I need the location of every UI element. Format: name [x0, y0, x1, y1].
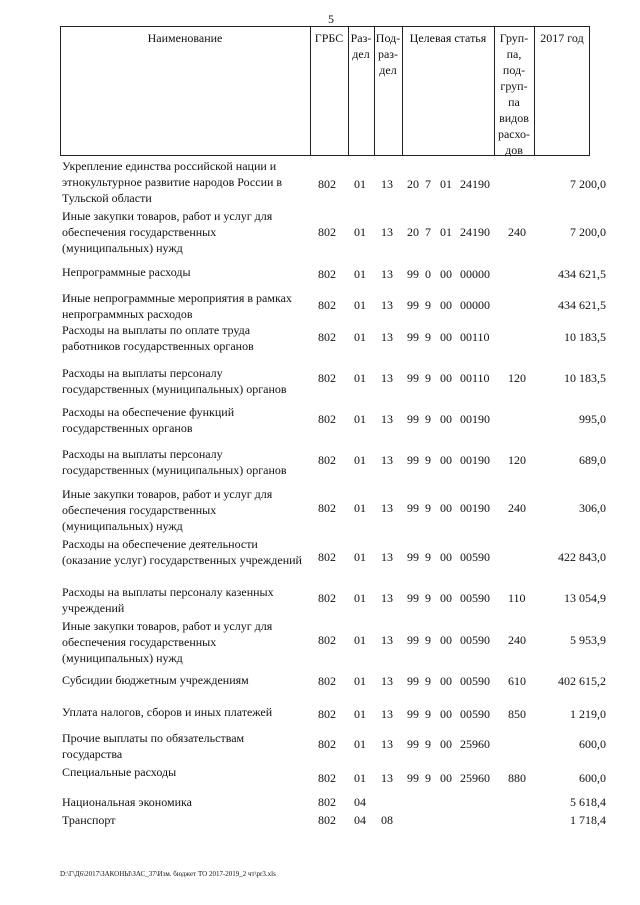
row-rz: 01 — [354, 674, 366, 688]
row-c1: 99 — [407, 674, 419, 688]
row-c1: 20 — [407, 177, 419, 191]
row-name: Расходы на выплаты персоналу государственных (муниципальных) органов — [62, 366, 287, 396]
row-name: Национальная экономика — [62, 795, 192, 809]
row-grbs: 802 — [318, 177, 336, 191]
row-c2: 9 — [425, 591, 431, 605]
row-c1: 99 — [407, 737, 419, 751]
row-c3: 01 — [440, 225, 452, 239]
row-name: Расходы на обеспечение функций государственных органов — [62, 405, 235, 435]
row-pr: 13 — [381, 267, 393, 281]
row-name: Расходы на выплаты персоналу казенных учреждений — [62, 585, 274, 615]
row-grbs: 802 — [318, 813, 336, 827]
row-c1: 99 — [407, 298, 419, 312]
row-c3: 00 — [440, 298, 452, 312]
header-group-line: дов — [505, 143, 523, 157]
row-rz: 01 — [354, 737, 366, 751]
row-pr: 13 — [381, 330, 393, 344]
row-c1: 99 — [407, 453, 419, 467]
row-c4: 00590 — [460, 550, 490, 564]
row-pr: 13 — [381, 412, 393, 426]
header-group-line: видов — [499, 111, 529, 125]
row-c3: 00 — [440, 591, 452, 605]
row-pr: 13 — [381, 591, 393, 605]
row-c4: 00590 — [460, 591, 490, 605]
row-pr: 13 — [381, 453, 393, 467]
row-c4: 00190 — [460, 501, 490, 515]
row-amount: 995,0 — [579, 412, 606, 426]
row-c2: 9 — [425, 412, 431, 426]
row-vr: 240 — [508, 633, 526, 647]
row-pr: 13 — [381, 633, 393, 647]
row-grbs: 802 — [318, 737, 336, 751]
row-amount: 13 054,9 — [564, 591, 606, 605]
row-c4: 00000 — [460, 298, 490, 312]
row-vr: 610 — [508, 674, 526, 688]
row-c3: 00 — [440, 330, 452, 344]
row-c1: 99 — [407, 330, 419, 344]
row-c4: 00590 — [460, 707, 490, 721]
row-pr: 13 — [381, 550, 393, 564]
header-podrazdel-line: дел — [379, 63, 397, 77]
row-grbs: 802 — [318, 550, 336, 564]
row-c2: 9 — [425, 771, 431, 785]
row-grbs: 802 — [318, 707, 336, 721]
header-podrazdel-line: раз- — [377, 47, 399, 61]
header-group — [494, 30, 534, 158]
row-c3: 00 — [440, 267, 452, 281]
row-amount: 306,0 — [579, 501, 606, 515]
row-vr: 110 — [508, 591, 526, 605]
row-amount: 10 183,5 — [564, 330, 606, 344]
row-c3: 00 — [440, 371, 452, 385]
row-amount: 689,0 — [579, 453, 606, 467]
row-rz: 01 — [354, 550, 366, 564]
row-c1: 99 — [407, 501, 419, 515]
row-rz: 01 — [354, 267, 366, 281]
row-c2: 9 — [425, 674, 431, 688]
header-target: Целевая статья — [409, 31, 487, 45]
row-c3: 00 — [440, 737, 452, 751]
row-c1: 99 — [407, 771, 419, 785]
row-c4: 00590 — [460, 633, 490, 647]
row-vr: 850 — [508, 707, 526, 721]
header-group-line: груп- — [500, 79, 528, 93]
row-c1: 99 — [407, 707, 419, 721]
row-grbs: 802 — [318, 371, 336, 385]
row-rz: 01 — [354, 707, 366, 721]
row-rz: 01 — [354, 330, 366, 344]
row-c2: 9 — [425, 330, 431, 344]
row-pr: 13 — [381, 371, 393, 385]
header-podrazdel-line: Под- — [375, 31, 401, 45]
row-c3: 01 — [440, 177, 452, 191]
row-c2: 7 — [425, 225, 431, 239]
row-c4: 00590 — [460, 674, 490, 688]
row-pr: 13 — [381, 225, 393, 239]
row-c1: 99 — [407, 267, 419, 281]
row-name: Иные непрограммные мероприятия в рамках непрограммных расходов — [62, 291, 292, 321]
header-group-line: па, — [506, 47, 522, 61]
row-c4: 24190 — [460, 225, 490, 239]
row-c2: 9 — [425, 633, 431, 647]
row-pr: 13 — [381, 737, 393, 751]
row-pr: 13 — [381, 771, 393, 785]
row-c4: 25960 — [460, 771, 490, 785]
row-amount: 600,0 — [579, 771, 606, 785]
row-c4: 25960 — [460, 737, 490, 751]
row-amount: 10 183,5 — [564, 371, 606, 385]
row-name: Непрограммные расходы — [62, 265, 191, 279]
row-c3: 00 — [440, 674, 452, 688]
row-rz: 01 — [354, 453, 366, 467]
row-name: Укрепление единства российской нации и этнокультурное развитие народов России в Тульской области — [62, 159, 283, 205]
header-podrazdel — [374, 30, 402, 78]
row-pr: 13 — [381, 501, 393, 515]
row-c3: 00 — [440, 412, 452, 426]
row-c4: 00110 — [460, 330, 490, 344]
row-pr: 13 — [381, 177, 393, 191]
row-c1: 99 — [407, 550, 419, 564]
row-name: Расходы на выплаты персоналу государственных (муниципальных) органов — [62, 447, 287, 477]
row-vr: 240 — [508, 225, 526, 239]
row-grbs: 802 — [318, 501, 336, 515]
header-razdel-line: дел — [352, 47, 370, 61]
row-name: Иные закупки товаров, работ и услуг для обеспечения государственных (муниципальных) нужд — [62, 209, 273, 255]
header-razdel — [348, 30, 374, 62]
row-rz: 01 — [354, 501, 366, 515]
row-amount: 600,0 — [579, 737, 606, 751]
row-c3: 00 — [440, 633, 452, 647]
row-name: Транспорт — [62, 813, 116, 827]
row-name: Субсидии бюджетным учреждениям — [62, 673, 249, 687]
header-group-line: расхо- — [497, 127, 531, 141]
row-name: Специальные расходы — [62, 765, 177, 779]
row-amount: 434 621,5 — [558, 267, 606, 281]
row-rz: 01 — [354, 177, 366, 191]
header-group-line: под- — [502, 63, 526, 77]
row-rz: 01 — [354, 591, 366, 605]
file-path: D:\Г\Д6\2017\ЗАКОНЫ\ЗАС_37\Изм. бюджет ТО 2017-2019_2 чт\pr3.xls — [60, 870, 276, 878]
row-grbs: 802 — [318, 298, 336, 312]
row-rz: 01 — [354, 771, 366, 785]
row-amount: 7 200,0 — [570, 225, 606, 239]
row-pr: 13 — [381, 707, 393, 721]
row-c2: 7 — [425, 177, 431, 191]
row-grbs: 802 — [318, 225, 336, 239]
row-c4: 24190 — [460, 177, 490, 191]
row-c2: 9 — [425, 737, 431, 751]
row-name: Уплата налогов, сборов и иных платежей — [62, 705, 273, 719]
header-group-line: Груп- — [499, 31, 529, 45]
row-rz: 04 — [354, 795, 366, 809]
row-amount: 1 718,4 — [570, 813, 606, 827]
page-number: 5 — [328, 12, 334, 26]
row-c2: 9 — [425, 501, 431, 515]
row-rz: 04 — [354, 813, 366, 827]
row-amount: 7 200,0 — [570, 177, 606, 191]
row-c3: 00 — [440, 771, 452, 785]
header-name: Наименование — [147, 31, 223, 45]
row-c2: 9 — [425, 371, 431, 385]
row-name: Расходы на выплаты по оплате труда работников государственных органов — [62, 323, 254, 353]
row-c4: 00190 — [460, 453, 490, 467]
row-vr: 880 — [508, 771, 526, 785]
row-grbs: 802 — [318, 795, 336, 809]
header-grbs: ГРБС — [314, 31, 344, 45]
row-pr: 13 — [381, 298, 393, 312]
row-name: Иные закупки товаров, работ и услуг для обеспечения государственных (муниципальных) нужд — [62, 619, 273, 665]
header-year: 2017 год — [540, 31, 584, 45]
row-c3: 00 — [440, 501, 452, 515]
row-name: Иные закупки товаров, работ и услуг для обеспечения государственных (муниципальных) нужд — [62, 487, 273, 533]
row-grbs: 802 — [318, 412, 336, 426]
row-grbs: 802 — [318, 453, 336, 467]
row-amount: 402 615,2 — [558, 674, 606, 688]
row-grbs: 802 — [318, 267, 336, 281]
row-vr: 120 — [508, 371, 526, 385]
header-razdel-line: Раз- — [350, 31, 372, 45]
row-grbs: 802 — [318, 771, 336, 785]
row-grbs: 802 — [318, 591, 336, 605]
row-c3: 00 — [440, 453, 452, 467]
row-c2: 0 — [425, 267, 431, 281]
row-grbs: 802 — [318, 633, 336, 647]
header-group-line: па — [508, 95, 520, 109]
row-amount: 434 621,5 — [558, 298, 606, 312]
row-c1: 20 — [407, 225, 419, 239]
row-c4: 00000 — [460, 267, 490, 281]
row-pr: 08 — [381, 813, 393, 827]
row-rz: 01 — [354, 225, 366, 239]
row-c3: 00 — [440, 550, 452, 564]
row-name: Прочие выплаты по обязательствам государства — [62, 731, 245, 761]
row-c2: 9 — [425, 298, 431, 312]
row-vr: 120 — [508, 453, 526, 467]
row-c1: 99 — [407, 633, 419, 647]
row-c4: 00110 — [460, 371, 490, 385]
row-c2: 9 — [425, 550, 431, 564]
row-amount: 1 219,0 — [570, 707, 606, 721]
row-c2: 9 — [425, 453, 431, 467]
row-c1: 99 — [407, 412, 419, 426]
row-amount: 5 953,9 — [570, 633, 606, 647]
row-rz: 01 — [354, 633, 366, 647]
row-grbs: 802 — [318, 674, 336, 688]
row-c2: 9 — [425, 707, 431, 721]
row-c4: 00190 — [460, 412, 490, 426]
row-rz: 01 — [354, 298, 366, 312]
row-pr: 13 — [381, 674, 393, 688]
row-amount: 422 843,0 — [558, 550, 606, 564]
row-grbs: 802 — [318, 330, 336, 344]
row-rz: 01 — [354, 412, 366, 426]
row-amount: 5 618,4 — [570, 795, 606, 809]
row-c3: 00 — [440, 707, 452, 721]
row-vr: 240 — [508, 501, 526, 515]
row-c1: 99 — [407, 371, 419, 385]
row-name: Расходы на обеспечение деятельности (оказание услуг) государственных учреждений — [62, 537, 302, 567]
row-rz: 01 — [354, 371, 366, 385]
row-c1: 99 — [407, 591, 419, 605]
